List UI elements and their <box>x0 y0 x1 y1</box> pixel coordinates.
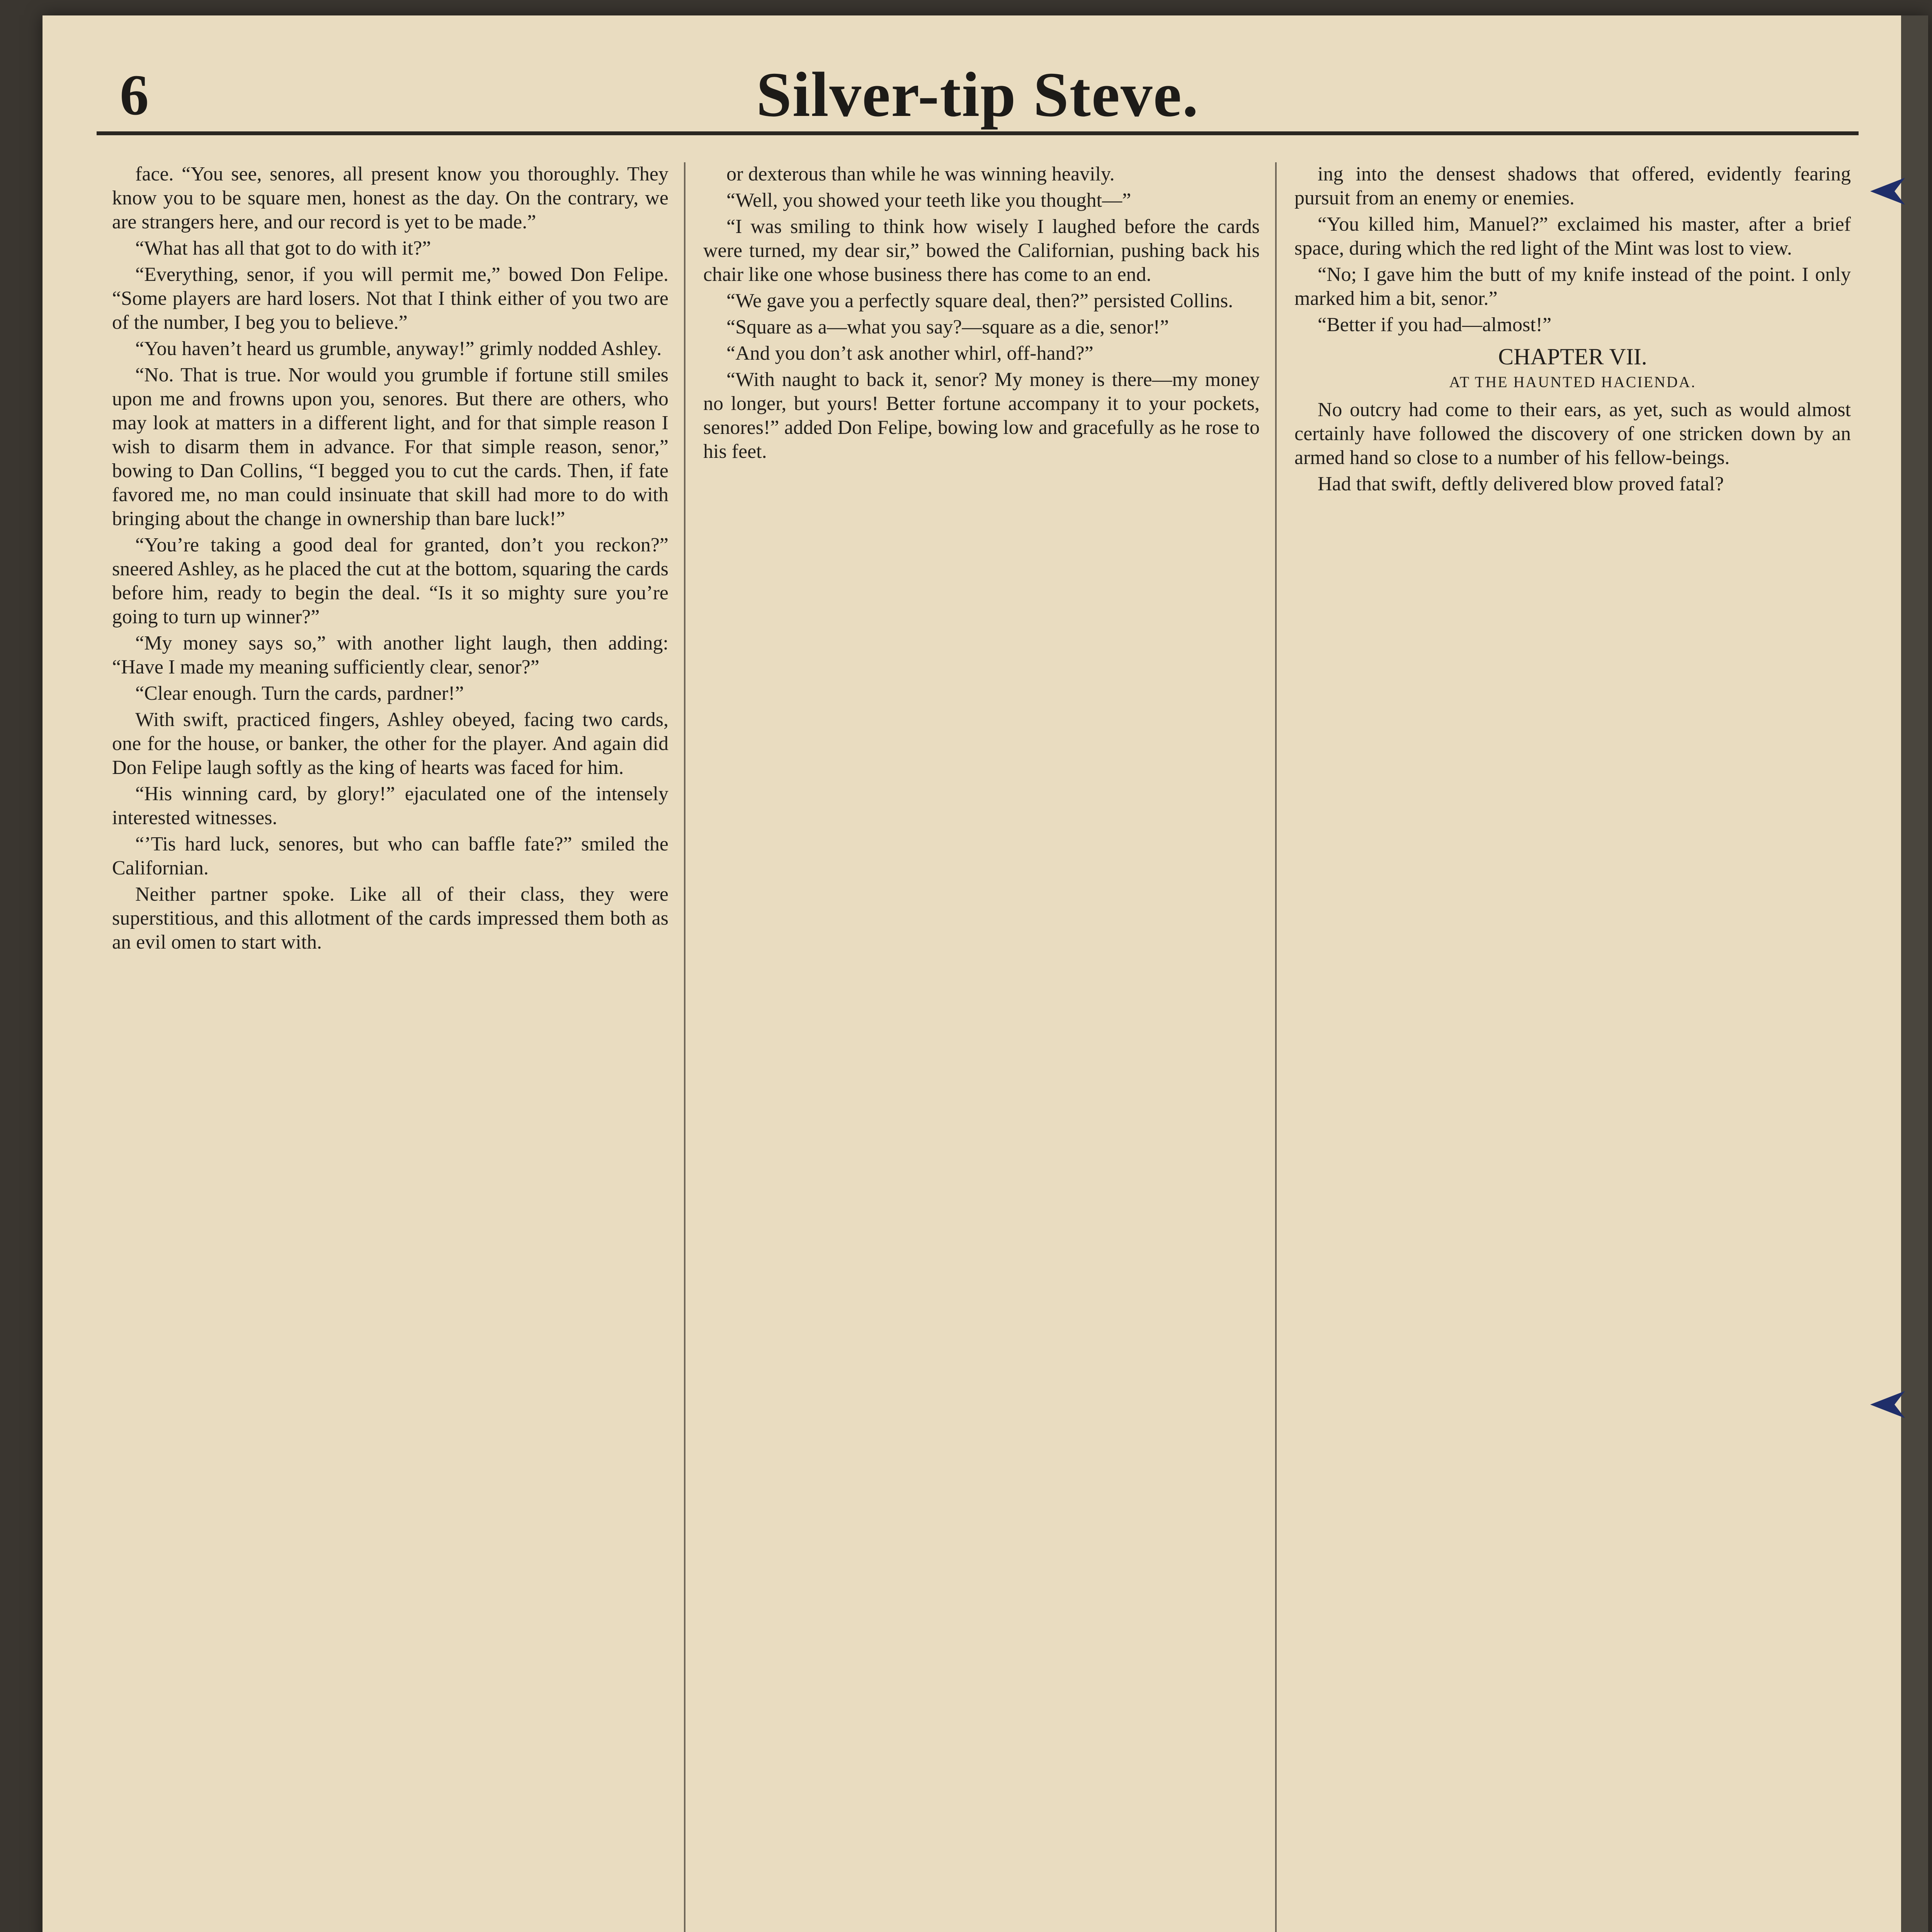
newspaper-page <box>43 15 1928 1932</box>
header-rule <box>97 131 1859 135</box>
chapter-subheading: AT THE HAUNTED HACIENDA. <box>1449 373 1696 391</box>
paragraph: or dexterous than while he was winning heavily. <box>726 163 1115 185</box>
paragraph: Neither partner spoke. Like all of their class, they were superstitious, and this allotment of the cards impressed them both as an evil omen to start with. <box>112 883 668 953</box>
paragraph: “I was smiling to think how wisely I laughed before the cards were turned, my dear sir,” bowed the Californian, pushing back his chair like one whose business there has come to an end. <box>703 216 1260 286</box>
paragraph: ing into the densest shadows that offered, evidently fearing pursuit from an enemy or enemies. <box>1294 163 1851 209</box>
text-column-1 <box>112 162 668 1932</box>
paragraph: “Better if you had—almost!” <box>1318 314 1552 336</box>
paragraph: “We gave you a perfectly square deal, then?” persisted Collins. <box>726 290 1233 312</box>
paragraph: “What has all that got to do with it?” <box>135 237 431 259</box>
binding-tab <box>1870 178 1905 205</box>
paragraph: “My money says so,” with another light laugh, then adding: “Have I made my meaning sufficiently clear, senor?” <box>112 632 668 678</box>
text-column-3 <box>1294 162 1851 1932</box>
paragraph: “Everything, senor, if you will permit me,” bowed Don Felipe. “Some players are hard losers. Not that I think either of you two are of the number, I beg you to believe.” <box>112 264 668 333</box>
text-column-2 <box>703 162 1260 1932</box>
paragraph: “Square as a—what you say?—square as a die, senor!” <box>726 316 1169 338</box>
paragraph: “’Tis hard luck, senores, but who can baffle fate?” smiled the Californian. <box>112 833 668 879</box>
paragraph: “Clear enough. Turn the cards, pardner!” <box>135 682 464 704</box>
column-divider <box>684 162 685 1932</box>
paragraph: “With naught to back it, senor? My money is there—my money no longer, but yours! Better fortune accompany it to your pockets, senores!” added Don Felipe, bowing low and gracefully as he rose to his feet. <box>703 369 1260 463</box>
paragraph: “You’re taking a good deal for granted, don’t you reckon?” sneered Ashley, as he placed the cut at the bottom, squaring the cards before him, ready to begin the deal. “Is it so mighty sure you’re going to turn up winner?” <box>112 534 668 628</box>
column-divider <box>1275 162 1277 1932</box>
paragraph: “No; I gave him the butt of my knife instead of the point. I only marked him a bit, senor.” <box>1294 264 1851 310</box>
chapter-heading: CHAPTER VII. <box>1498 344 1647 369</box>
binding-tab <box>1870 1391 1905 1418</box>
paragraph: Had that swift, deftly delivered blow proved fatal? <box>1318 473 1724 495</box>
paragraph: “His winning card, by glory!” ejaculated one of the intensely interested witnesses. <box>112 783 668 829</box>
paragraph: With swift, practiced fingers, Ashley obeyed, facing two cards, one for the house, or banker, the other for the player. And again did Don Felipe laugh softly as the king of hearts was faced for him. <box>112 709 668 779</box>
paragraph: “No. That is true. Nor would you grumble if fortune still smiles upon me and frowns upon you, senores. But there are others, who may look at matters in a different light, and for that simple reason I wish to disarm them in advance. For that simple reason, senor,” bowing to Dan Collins, “I begged you to cut the cards. Then, if fate favored me, no man could insinuate that skill had more to do with bringing about the change in ownership than bare luck!” <box>112 364 668 530</box>
paragraph: No outcry had come to their ears, as yet, such as would almost certainly have followed the discovery of one stricken down by an armed hand so close to a number of his fellow-beings. <box>1294 399 1851 469</box>
paragraph: “You haven’t heard us grumble, anyway!” grimly nodded Ashley. <box>135 338 662 360</box>
page-header <box>97 39 1859 135</box>
page-number: 6 <box>120 63 149 127</box>
paragraph: “Well, you showed your teeth like you thought—” <box>726 189 1131 211</box>
paragraph: “And you don’t ask another whirl, off-hand?” <box>726 342 1094 364</box>
paragraph: face. “You see, senores, all present know you thoroughly. They know you to be square men, honest as the day. On the contrary, we are strangers here, and our record is yet to be made.” <box>112 163 668 233</box>
running-title: Silver-tip Steve. <box>756 59 1199 130</box>
binding-spine <box>1901 15 1928 1932</box>
paragraph: “You killed him, Manuel?” exclaimed his master, after a brief space, during which the red light of the Mint was lost to view. <box>1294 213 1851 259</box>
